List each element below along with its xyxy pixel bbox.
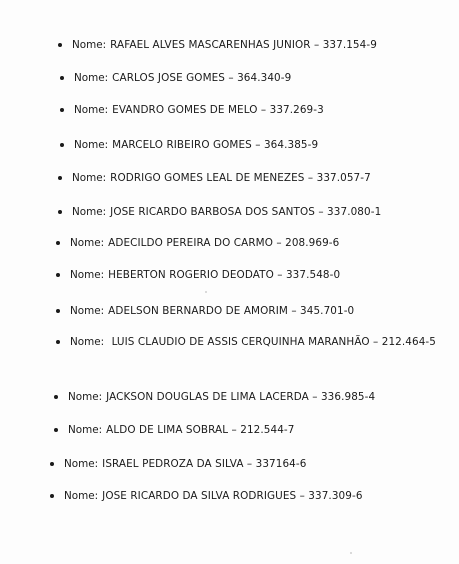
list-item <box>56 268 340 283</box>
list-item <box>54 390 375 405</box>
entry-name: LUIS CLAUDIO DE ASSIS CERQUINHA MARANHÃO – 212.464-5 <box>111 336 436 348</box>
entry-label: Nome: <box>68 391 103 403</box>
entry-name: EVANDRO GOMES DE MELO – 337.269-3 <box>112 104 324 116</box>
entry-label: Nome: <box>70 336 105 348</box>
bullet-icon <box>50 462 54 466</box>
list-item <box>60 71 291 86</box>
entry-label: Nome: <box>72 172 107 184</box>
entry-label: Nome: <box>74 139 109 151</box>
entry-name: HEBERTON ROGERIO DEODATO – 337.548-0 <box>108 269 341 281</box>
list-item <box>58 205 381 220</box>
bullet-icon <box>60 76 64 80</box>
entry-label: Nome: <box>72 39 107 51</box>
bullet-icon <box>56 340 60 344</box>
entry-name: MARCELO RIBEIRO GOMES – 364.385-9 <box>112 139 319 151</box>
bullet-icon <box>60 143 64 147</box>
entry-name: RAFAEL ALVES MASCARENHAS JUNIOR – 337.154-9 <box>110 39 377 51</box>
list-item <box>54 423 294 438</box>
entry-name: ADELSON BERNARDO DE AMORIM – 345.701-0 <box>108 305 355 317</box>
entry-label: Nome: <box>68 424 103 436</box>
list-item <box>60 103 324 118</box>
list-item <box>50 489 363 504</box>
entry-name: JOSE RICARDO BARBOSA DOS SANTOS – 337.080-1 <box>110 206 382 218</box>
bullet-icon <box>58 176 62 180</box>
entry-label: Nome: <box>64 490 99 502</box>
list-item <box>50 457 306 472</box>
bullet-icon <box>56 241 60 245</box>
entry-label: Nome: <box>70 237 105 249</box>
entry-name: RODRIGO GOMES LEAL DE MENEZES – 337.057-7 <box>110 172 371 184</box>
bullet-icon <box>54 428 58 432</box>
entry-label: Nome: <box>74 72 109 84</box>
bullet-icon <box>60 108 64 112</box>
entry-name: CARLOS JOSE GOMES – 364.340-9 <box>112 72 292 84</box>
scan-speck <box>205 291 207 293</box>
bullet-icon <box>58 210 62 214</box>
entry-name: ALDO DE LIMA SOBRAL – 212.544-7 <box>106 424 295 436</box>
bullet-icon <box>58 43 62 47</box>
list-item <box>58 38 377 53</box>
list-item <box>56 304 354 319</box>
entry-label: Nome: <box>70 305 105 317</box>
bullet-icon <box>50 494 54 498</box>
bullet-icon <box>56 309 60 313</box>
entry-name: JOSE RICARDO DA SILVA RODRIGUES – 337.309-6 <box>102 490 363 502</box>
bullet-icon <box>56 273 60 277</box>
bullet-icon <box>54 395 58 399</box>
entry-name: ISRAEL PEDROZA DA SILVA – 337164-6 <box>102 458 307 470</box>
entry-name: ADECILDO PEREIRA DO CARMO – 208.969-6 <box>108 237 340 249</box>
scan-speck <box>350 552 352 554</box>
entry-name: JACKSON DOUGLAS DE LIMA LACERDA – 336.985-4 <box>106 391 376 403</box>
list-item <box>58 171 371 186</box>
entry-label: Nome: <box>70 269 105 281</box>
entry-label: Nome: <box>74 104 109 116</box>
list-item <box>56 335 440 350</box>
entry-label: Nome: <box>72 206 107 218</box>
list-item <box>56 236 339 251</box>
entry-text <box>70 335 440 350</box>
list-item <box>60 138 318 153</box>
entry-label: Nome: <box>64 458 99 470</box>
